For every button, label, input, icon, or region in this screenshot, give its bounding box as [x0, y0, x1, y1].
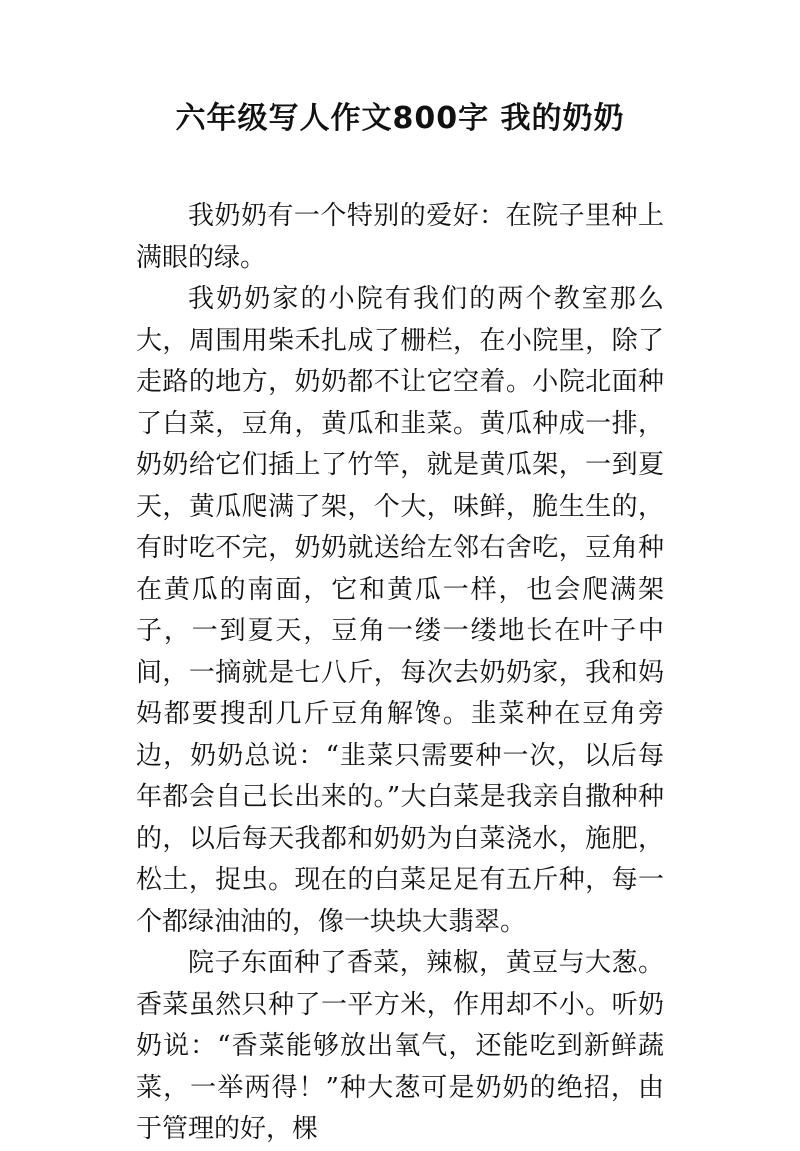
- document-body: [136, 196, 664, 1151]
- paragraph-2: 我奶奶家的小院有我们的两个教室那么大，周围用柴禾扎成了栅栏，在小院里，除了走路的地方，奶奶都不让它空着。小院北面种了白菜，豆角，黄瓜和韭菜。黄瓜种成一排，奶奶给它们插上了竹竿，就是黄瓜架，一到夏天，黄瓜爬满了架，个大，味鲜，脆生生的，有时吃不完，奶奶就送给左邻右舍吃，豆角种在黄瓜的南面，它和黄瓜一样，也会爬满架子，一到夏天，豆角一缕一缕地长在叶子中间，一摘就是七八斤，每次去奶奶家，我和妈妈都要搜刮几斤豆角解馋。韭菜种在豆角旁边，奶奶总说：“韭菜只需要种一次，以后每年都会自己长出来的。”大白菜是我亲自撒种种的，以后每天我都和奶奶为白菜浇水，施肥，松土，捉虫。现在的白菜足足有五斤种，每一个都绿油油的，像一块块大翡翠。: [136, 284, 664, 937]
- paragraph-1: 我奶奶有一个特别的爱好：在院子里种上满眼的绿。: [136, 201, 664, 273]
- paragraph-3: 院子东面种了香菜，辣椒，黄豆与大葱。香菜虽然只种了一平方米，作用却不小。听奶奶说：“香菜能够放出氧气，还能吃到新鲜蔬菜，一举两得！”种大葱可是奶奶的绝招，由于管理的好，棵: [136, 948, 664, 1144]
- document-title: 六年级写人作文800字 我的奶奶: [175, 101, 625, 136]
